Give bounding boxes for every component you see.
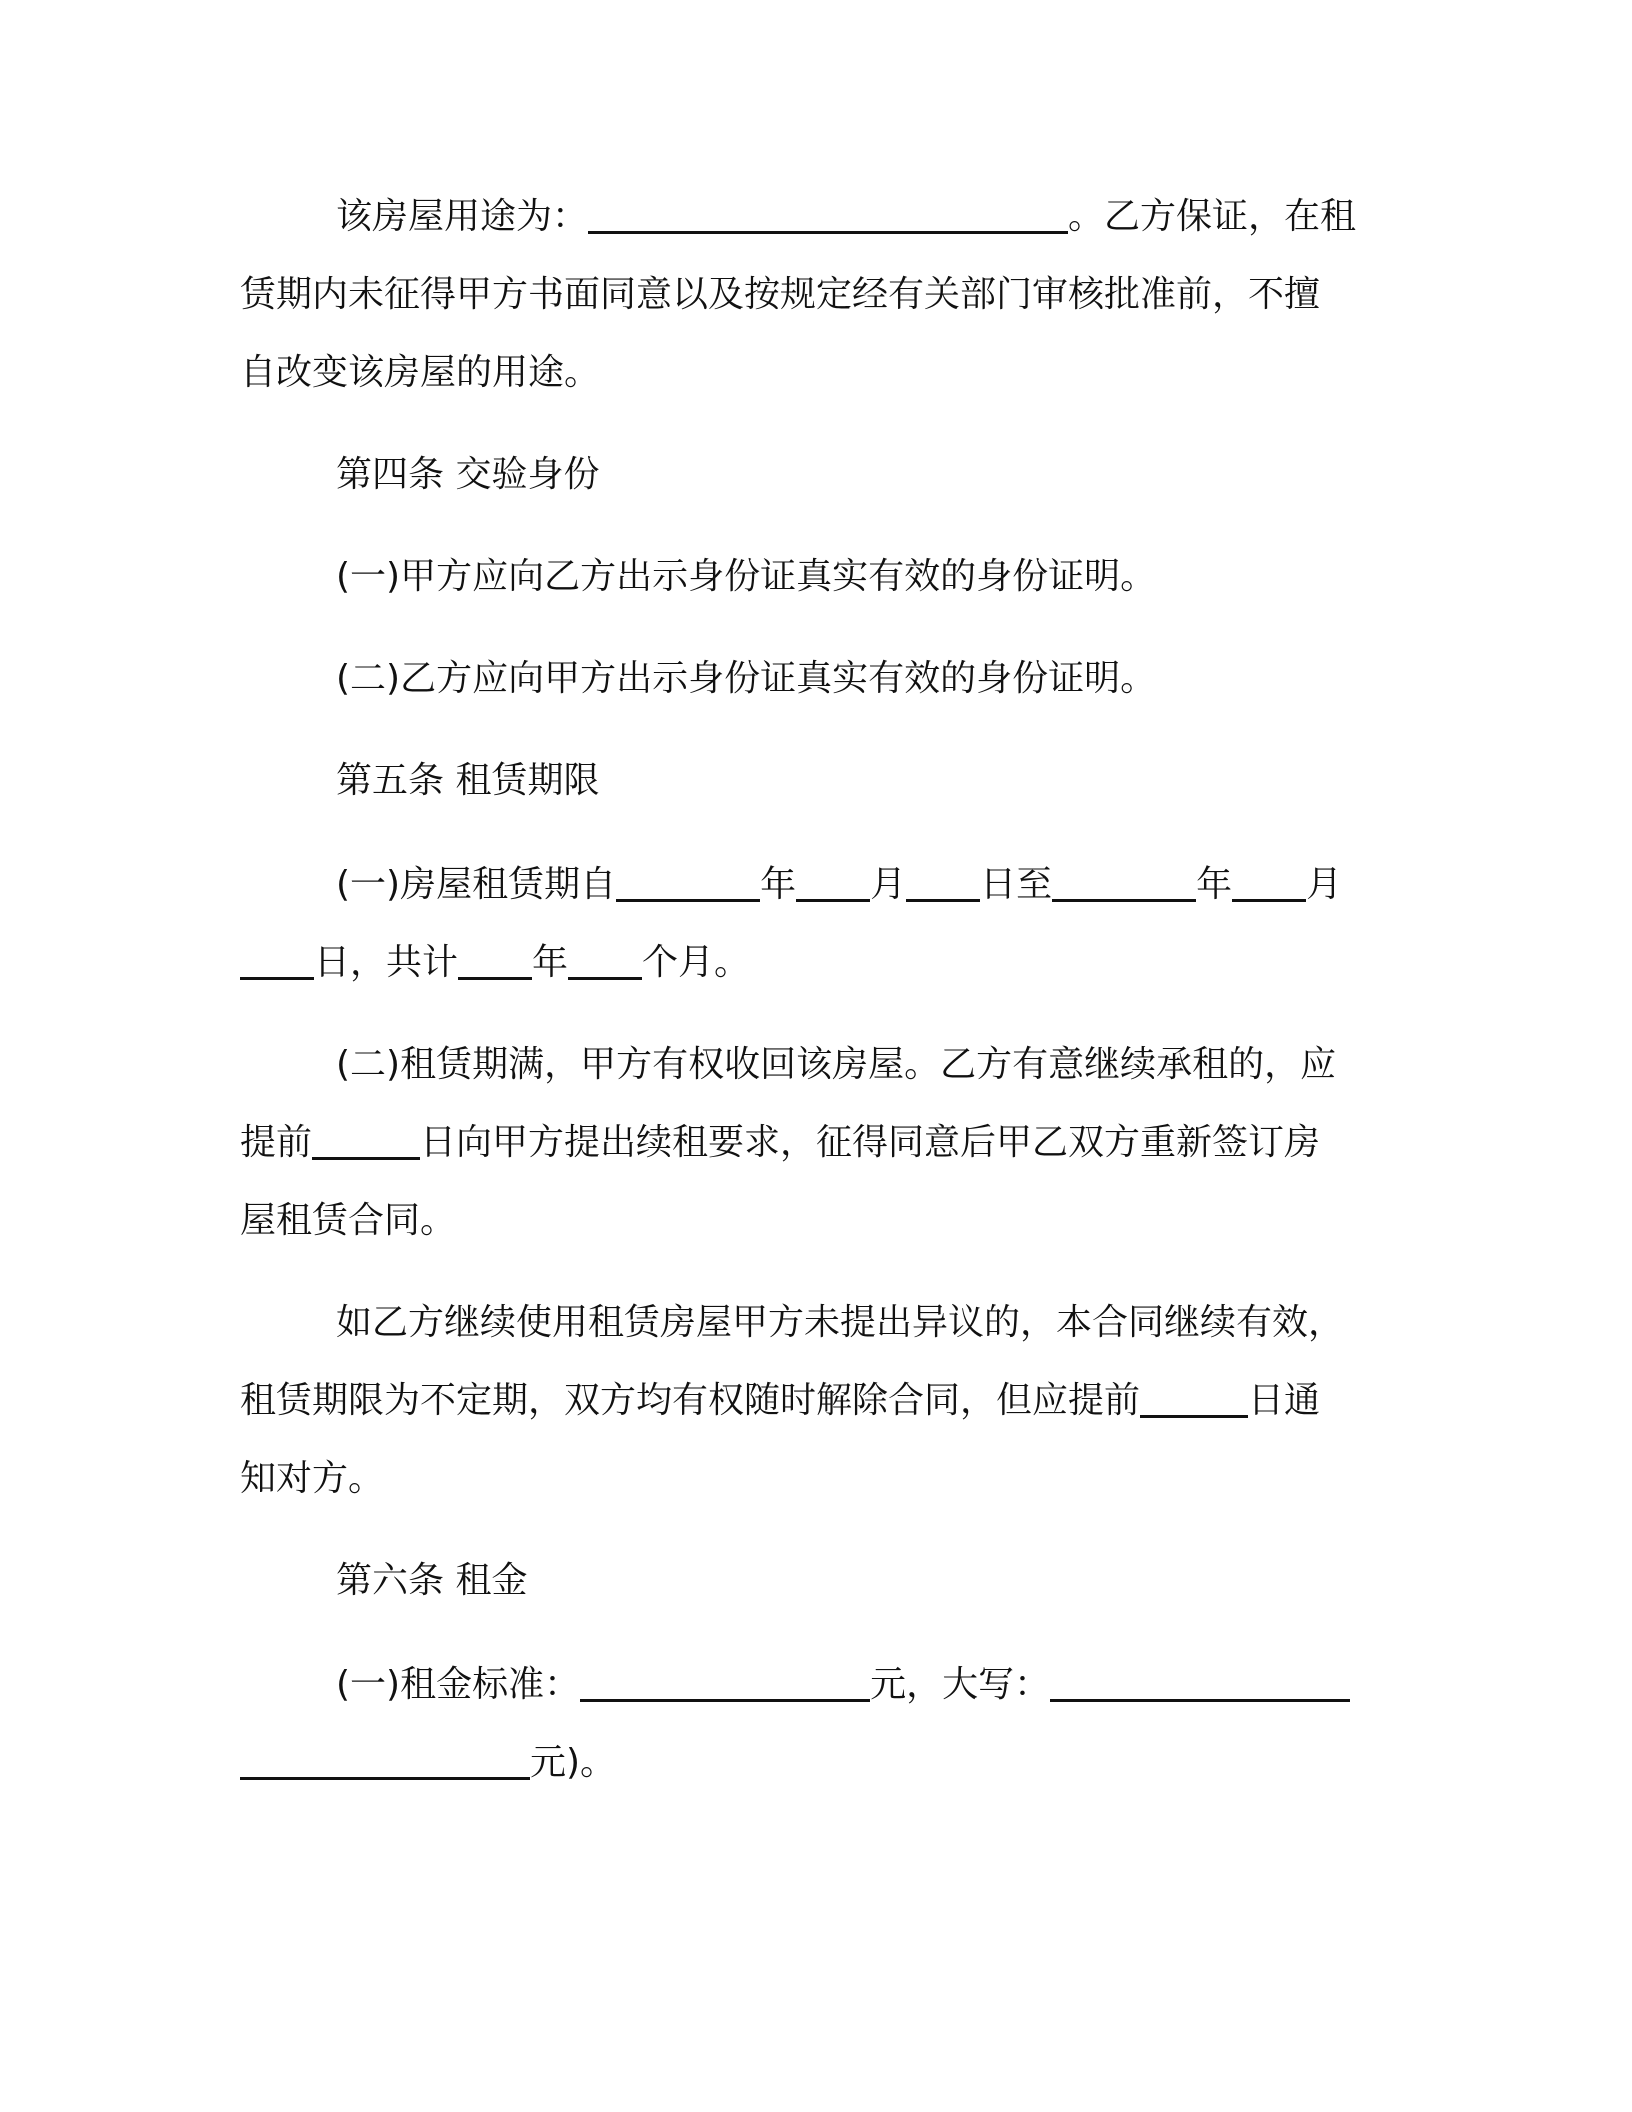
blank-total-years xyxy=(458,933,532,980)
text: (一)房屋租赁期自 xyxy=(336,864,617,905)
text: 提前 xyxy=(240,1122,313,1163)
blank-start-month xyxy=(796,855,870,902)
text: 个月。 xyxy=(642,942,751,983)
paragraph-usage-line-1 xyxy=(336,178,1356,256)
blank-renewal-days xyxy=(312,1113,420,1160)
article-5-item-1-line-1 xyxy=(336,846,1342,924)
text: (一)租金标准： xyxy=(336,1664,581,1705)
text: 月 xyxy=(870,864,907,905)
article-4-item-2: (二)乙方应向甲方出示身份证真实有效的身份证明。 xyxy=(336,658,1157,699)
document-page xyxy=(240,0,1390,2112)
article-5-title: 第五条 租赁期限 xyxy=(336,760,600,801)
article-4-title: 第四条 交验身份 xyxy=(336,454,600,495)
article-6-item-1-line-2 xyxy=(240,1724,616,1802)
text: 年 xyxy=(760,864,797,905)
article-6-title: 第六条 租金 xyxy=(336,1560,528,1601)
article-6-item-1-line-1 xyxy=(336,1646,1350,1724)
text: 日通 xyxy=(1248,1380,1321,1421)
paragraph-usage-line-3: 自改变该房屋的用途。 xyxy=(240,352,601,393)
blank-end-year xyxy=(1052,855,1196,902)
blank-start-day xyxy=(906,855,980,902)
text: 元，大写： xyxy=(870,1664,1051,1705)
blank-rent-amount xyxy=(580,1655,870,1702)
paragraph-usage-line-2: 赁期内未征得甲方书面同意以及按规定经有关部门审核批准前，不擅 xyxy=(240,274,1321,315)
article-5-para-line-3: 知对方。 xyxy=(240,1458,385,1499)
text: 年 xyxy=(1196,864,1233,905)
article-5-item-2-line-2 xyxy=(240,1104,1320,1182)
blank-end-day xyxy=(240,933,314,980)
blank-rent-uppercase-cont xyxy=(240,1733,530,1780)
text: 元)。 xyxy=(530,1742,617,1783)
text: 该房屋用途为： xyxy=(336,196,589,237)
blank-rent-uppercase xyxy=(1050,1655,1350,1702)
blank-notice-days xyxy=(1140,1371,1248,1418)
blank-start-year xyxy=(616,855,760,902)
article-5-para-line-2 xyxy=(240,1362,1320,1440)
article-4-item-1: (一)甲方应向乙方出示身份证真实有效的身份证明。 xyxy=(336,556,1157,597)
text: 。乙方保证，在租 xyxy=(1068,196,1357,237)
blank-total-months xyxy=(568,933,642,980)
article-5-item-2-line-3: 屋租赁合同。 xyxy=(240,1200,457,1241)
text: 日向甲方提出续租要求，征得同意后甲乙双方重新签订房 xyxy=(420,1122,1321,1163)
blank-end-month xyxy=(1232,855,1306,902)
text: 月 xyxy=(1306,864,1343,905)
text: 年 xyxy=(532,942,569,983)
article-5-item-1-line-2 xyxy=(240,924,750,1002)
text: 租赁期限为不定期，双方均有权随时解除合同，但应提前 xyxy=(240,1380,1141,1421)
text: 日，共计 xyxy=(314,942,459,983)
article-5-item-2-line-1: (二)租赁期满，甲方有权收回该房屋。乙方有意继续承租的，应 xyxy=(336,1044,1337,1085)
text: 日至 xyxy=(980,864,1053,905)
article-5-para-line-1: 如乙方继续使用租赁房屋甲方未提出异议的，本合同继续有效， xyxy=(336,1302,1345,1343)
blank-usage xyxy=(588,187,1068,234)
